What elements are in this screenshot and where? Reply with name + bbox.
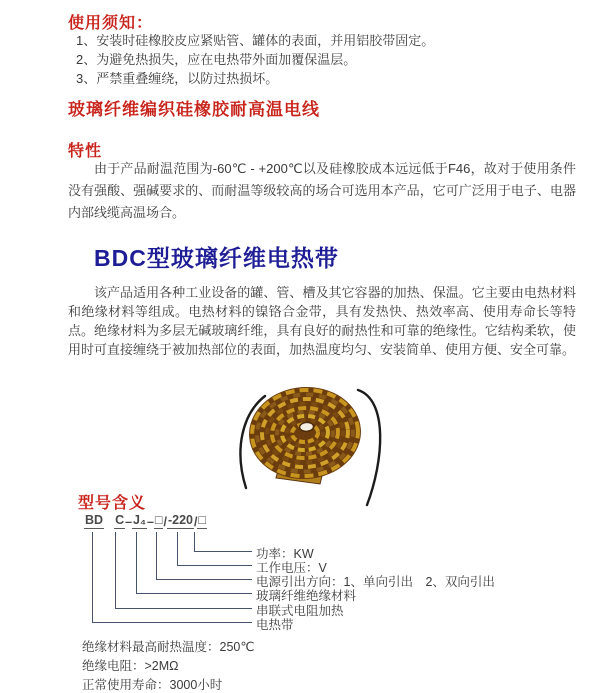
diagram-label-tape: 电热带	[256, 618, 294, 632]
code-dash: –	[125, 515, 133, 529]
code-insulation: J₄	[133, 513, 146, 527]
coil-right-wire	[358, 390, 380, 505]
diagram-label-series: 串联式电阻加热	[256, 604, 344, 618]
model-code	[84, 513, 207, 529]
code-direction-box: □	[154, 513, 163, 527]
usage-notice-item: 3、严禁重叠缠绕，以防过热损坏。	[76, 71, 279, 86]
model-meaning-heading: 型号含义	[78, 495, 147, 512]
wire-section-heading: 玻璃纤维编织硅橡胶耐高温电线	[68, 100, 320, 119]
code-slash: /	[194, 515, 198, 529]
diagram-connector-tape	[92, 532, 252, 623]
usage-notice-item: 2、为避免热损失，应在电热带外面加覆保温层。	[76, 52, 357, 67]
code-series: BD	[85, 513, 104, 527]
heating-tape-coil-photo	[230, 372, 420, 517]
product-description: 该产品适用各种工业设备的罐、管、槽及其它容器的加热、保温。它主要由电热材料和绝缘材料等组成。电热材料的镍铬合金带，具有发热快、热效率高、使用寿命长等特点。绝缘材料为多层无碱玻璃纤维，具有良好的耐热性和可靠的绝缘性。它结构柔软，使用时可直接缠绕于被加热部位的表面，加热温度均匀、安装简单、使用方便、安全可靠。	[68, 285, 576, 357]
spec-max-temperature: 绝缘材料最高耐热温度：250℃	[82, 640, 255, 654]
diagram-label-voltage: 工作电压：V	[256, 561, 327, 575]
code-type: C	[115, 513, 125, 527]
code-slash: /	[163, 515, 167, 529]
diagram-label-direction: 电源引出方向：1、单向引出 2、双向引出	[256, 575, 495, 589]
diagram-label-insulation: 玻璃纤维绝缘材料	[256, 589, 357, 603]
usage-notice-item: 1、安装时硅橡胶皮应紧贴管、罐体的表面，并用铝胶带固定。	[76, 33, 435, 48]
code-dash: –	[146, 515, 154, 529]
product-title: BDC型玻璃纤维电热带	[94, 245, 339, 271]
usage-notice-heading: 使用须知：	[68, 15, 154, 32]
diagram-label-power: 功率：KW	[256, 547, 314, 561]
feature-heading: 特性	[68, 143, 103, 160]
code-voltage: -220	[167, 513, 193, 527]
spec-resistance: 绝缘电阻：>2MΩ	[82, 659, 179, 673]
feature-paragraph: 由于产品耐温范围为-60℃ - +200℃以及硅橡胶成本远远低于F46，故对于使用条件没有强酸、强碱要求的、而耐温等级较高的场合可选用本产品，它可广泛用于电子、电器内部线缆高温场合。	[68, 161, 576, 220]
code-power-box: □	[198, 513, 207, 527]
spec-service-life: 正常使用寿命：3000小时	[82, 678, 223, 692]
